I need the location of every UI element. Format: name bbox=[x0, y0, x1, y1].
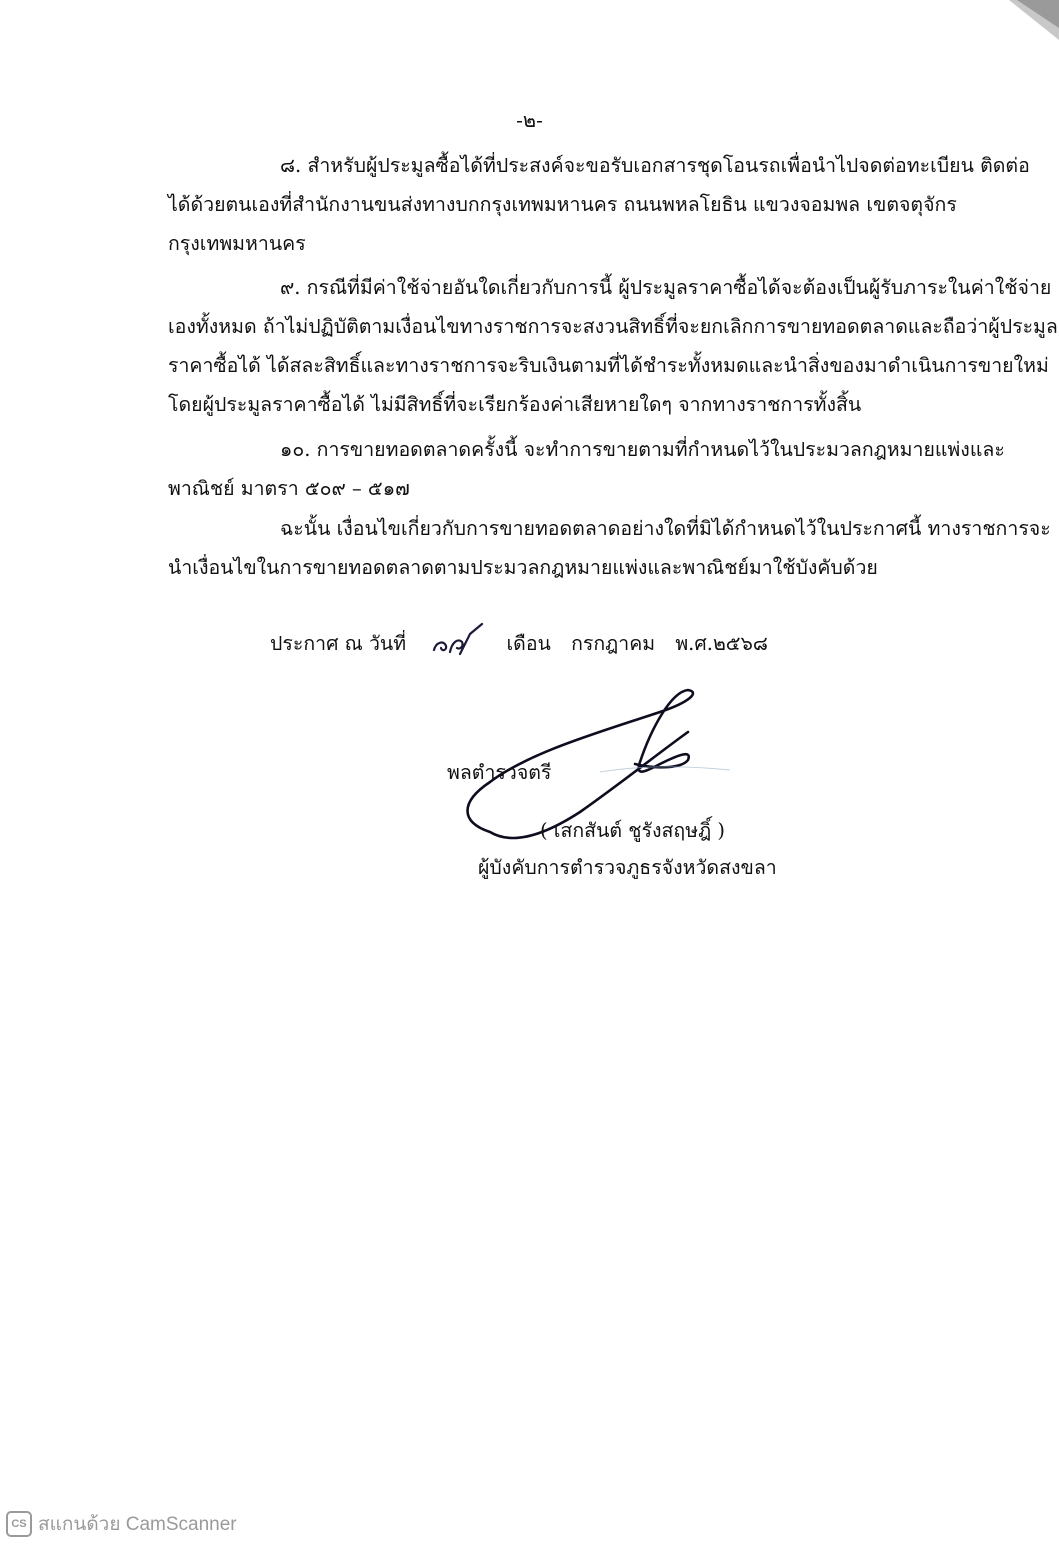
paragraph-8-line-2: ได้ด้วยตนเองที่สำนักงานขนส่งทางบกกรุงเทพมหานคร ถนนพหลโยธิน แขวงจอมพล เขตจตุจักร bbox=[168, 193, 957, 216]
announcement-prefix: ประกาศ ณ วันที่ bbox=[270, 632, 407, 655]
paragraph-8 bbox=[168, 146, 1030, 263]
paragraph-8-line-3: กรุงเทพมหานคร bbox=[168, 232, 306, 255]
page-corner-fold bbox=[899, 0, 1059, 60]
announcement-date-line bbox=[270, 628, 782, 659]
announcement-month: กรกฎาคม bbox=[571, 632, 656, 655]
signer-rank: พลตำรวจตรี bbox=[447, 761, 552, 784]
paragraph-10-line-1: ๑๐. การขายทอดตลาดครั้งนี้ จะทำการขายตามที่กำหนดไว้ในประมวลกฎหมายแพ่งและ bbox=[280, 438, 1005, 461]
page-number: -๒- bbox=[516, 108, 543, 132]
paragraph-9 bbox=[168, 268, 1058, 424]
paragraph-9-line-1: ๙. กรณีที่มีค่าใช้จ่ายอันใดเกี่ยวกับการนี้ ผู้ประมูลราคาซื้อได้จะต้องเป็นผู้รับภาระในค่าใช้จ่าย bbox=[280, 276, 1052, 299]
camscanner-logo-icon: CS bbox=[6, 1511, 32, 1537]
camscanner-watermark bbox=[6, 1509, 237, 1539]
paragraph-9-line-4: โดยผู้ประมูลราคาซื้อได้ ไม่มีสิทธิ์ที่จะเรียกร้องค่าเสียหายใดๆ จากทางราชการทั้งสิ้น bbox=[168, 393, 862, 416]
handwritten-day bbox=[430, 620, 486, 660]
signer-name: ( เสกสันต์ ชูรังสฤษฎิ์ ) bbox=[540, 819, 725, 842]
paragraph-9-line-2: เองทั้งหมด ถ้าไม่ปฏิบัติตามเงื่อนไขทางราชการจะสงวนสิทธิ์ที่จะยกเลิกการขายทอดตลาดและถือว่าผู้ประมูล bbox=[168, 315, 1058, 338]
announcement-month-label: เดือน bbox=[506, 632, 551, 655]
signer-title: ผู้บังคับการตำรวจภูธรจังหวัดสงขลา bbox=[478, 856, 777, 879]
paragraph-8-line-1: ๘. สำหรับผู้ประมูลซื้อได้ที่ประสงค์จะขอรับเอกสารชุดโอนรถเพื่อนำไปจดต่อทะเบียน ติดต่อ bbox=[280, 154, 1030, 177]
announcement-year: พ.ศ.๒๕๖๘ bbox=[675, 632, 768, 655]
paragraph-10 bbox=[168, 430, 1005, 508]
paragraph-final bbox=[168, 509, 1051, 587]
paragraph-final-line-1: ฉะนั้น เงื่อนไขเกี่ยวกับการขายทอดตลาดอย่างใดที่มิได้กำหนดไว้ในประกาศนี้ ทางราชการจะ bbox=[280, 517, 1051, 540]
paragraph-final-line-2: นำเงื่อนไขในการขายทอดตลาดตามประมวลกฎหมายแพ่งและพาณิชย์มาใช้บังคับด้วย bbox=[168, 556, 878, 579]
paragraph-9-line-3: ราคาซื้อได้ ได้สละสิทธิ์และทางราชการจะริบเงินตามที่ได้ชำระทั้งหมดและนำสิ่งของมาดำเนินการขายใหม่ bbox=[168, 354, 1049, 377]
watermark-text: สแกนด้วย CamScanner bbox=[38, 1514, 237, 1535]
paragraph-10-line-2: พาณิชย์ มาตรา ๕๐๙ – ๕๑๗ bbox=[168, 477, 410, 500]
